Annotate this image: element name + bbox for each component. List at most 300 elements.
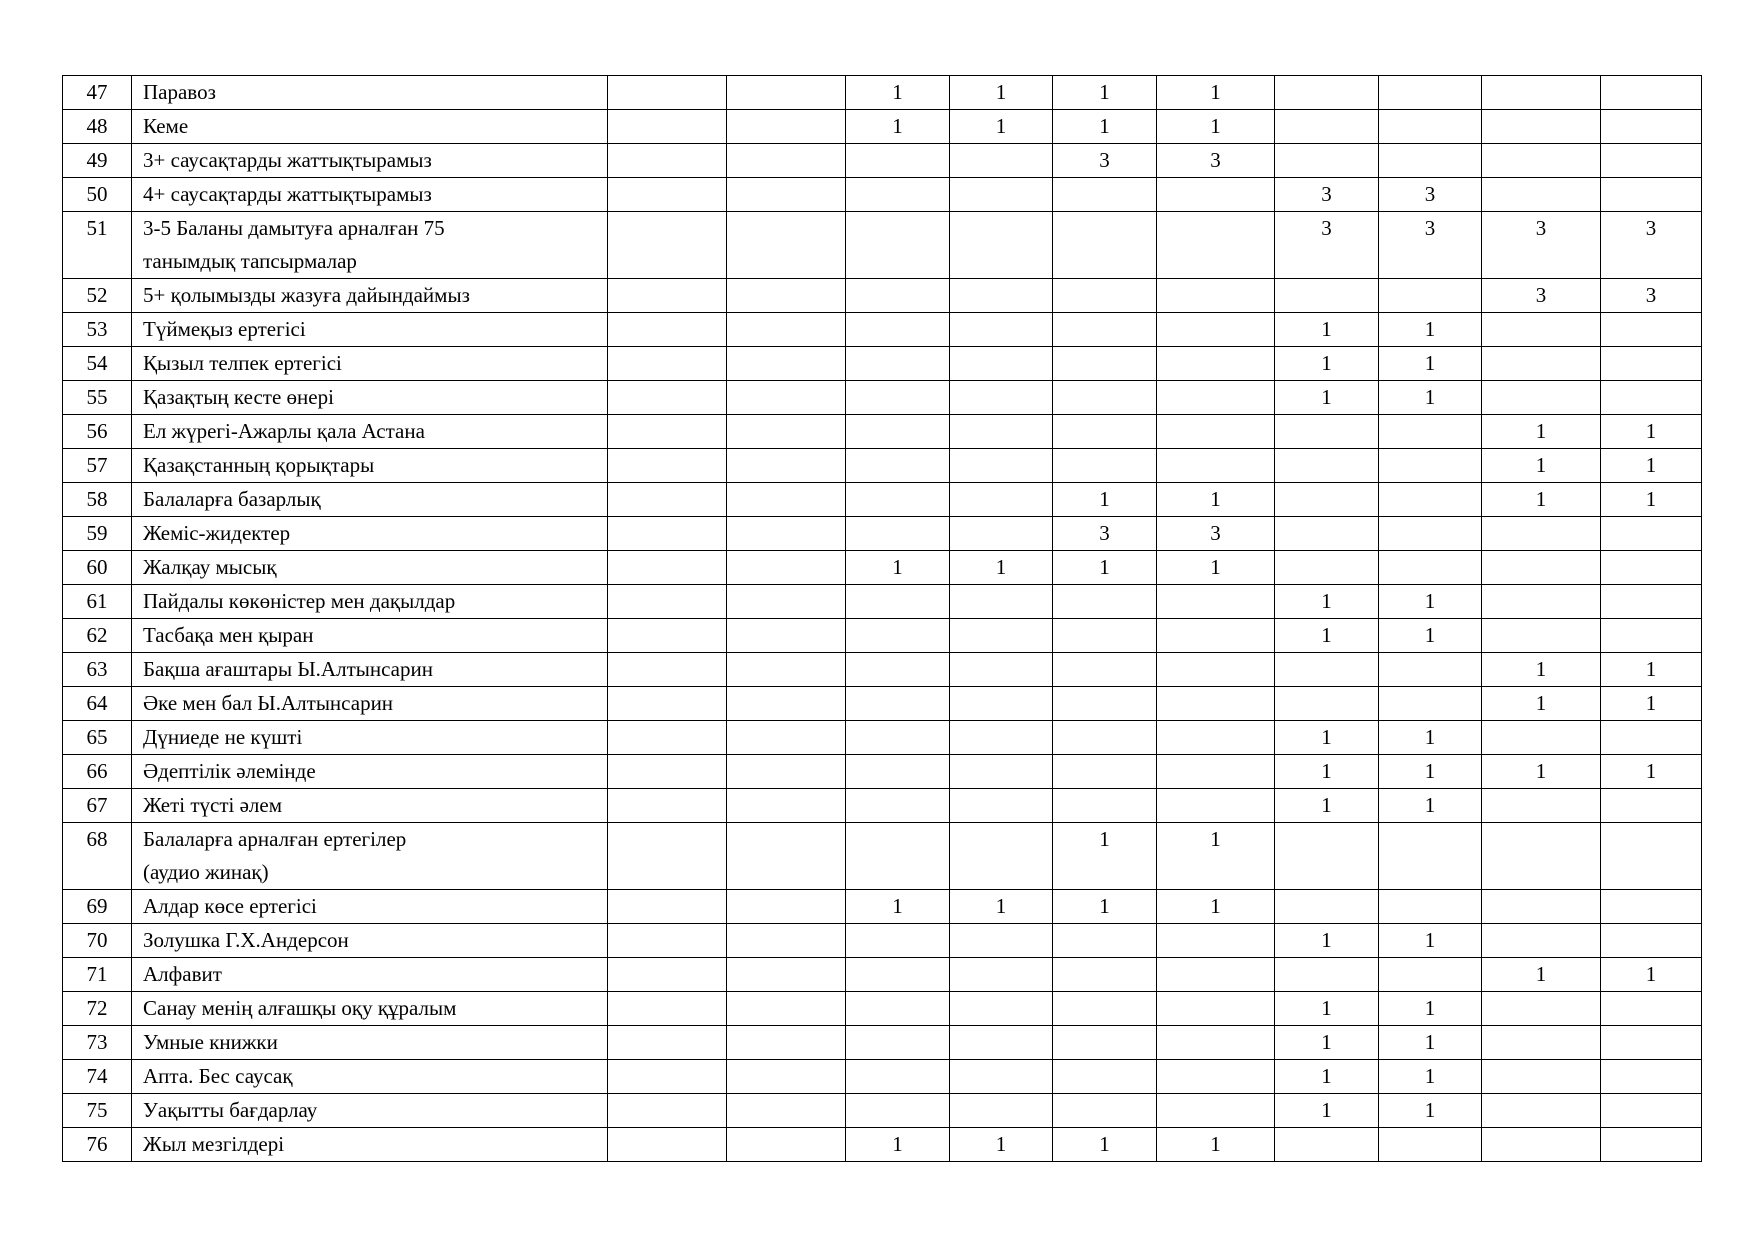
quantity-cell bbox=[608, 178, 727, 212]
quantity-cell bbox=[1053, 619, 1157, 653]
quantity-cell bbox=[950, 347, 1053, 381]
quantity-cell bbox=[1482, 178, 1601, 212]
quantity-cell bbox=[950, 1094, 1053, 1128]
quantity-cell bbox=[1379, 687, 1482, 721]
table-row bbox=[63, 958, 1702, 992]
table-row bbox=[63, 721, 1702, 755]
row-number: 67 bbox=[63, 789, 132, 823]
quantity-cell bbox=[1275, 279, 1379, 313]
row-number: 52 bbox=[63, 279, 132, 313]
quantity-cell bbox=[1379, 517, 1482, 551]
quantity-cell bbox=[1053, 687, 1157, 721]
quantity-cell bbox=[846, 144, 950, 178]
quantity-cell bbox=[1275, 110, 1379, 144]
quantity-cell bbox=[1601, 517, 1702, 551]
quantity-cell bbox=[1053, 585, 1157, 619]
quantity-cell: 1 bbox=[1275, 1026, 1379, 1060]
quantity-cell: 1 bbox=[950, 551, 1053, 585]
quantity-cell bbox=[1157, 279, 1275, 313]
quantity-cell: 1 bbox=[846, 1128, 950, 1162]
quantity-cell: 1 bbox=[1157, 823, 1275, 890]
quantity-cell bbox=[846, 1026, 950, 1060]
quantity-cell bbox=[1482, 721, 1601, 755]
quantity-cell bbox=[1601, 1026, 1702, 1060]
table-row bbox=[63, 755, 1702, 789]
quantity-cell bbox=[1157, 1094, 1275, 1128]
item-title: Золушка Г.Х.Андерсон bbox=[132, 924, 608, 958]
quantity-cell: 3 bbox=[1157, 144, 1275, 178]
quantity-cell bbox=[1482, 992, 1601, 1026]
item-title: Санау менің алғашқы оқу құралым bbox=[132, 992, 608, 1026]
row-number: 70 bbox=[63, 924, 132, 958]
quantity-cell: 1 bbox=[1053, 823, 1157, 890]
quantity-cell bbox=[846, 1060, 950, 1094]
quantity-cell bbox=[1601, 823, 1702, 890]
quantity-cell: 1 bbox=[1379, 924, 1482, 958]
item-title: Бақша ағаштары Ы.Алтынсарин bbox=[132, 653, 608, 687]
quantity-cell: 1 bbox=[846, 110, 950, 144]
row-number: 71 bbox=[63, 958, 132, 992]
quantity-cell: 1 bbox=[1379, 619, 1482, 653]
quantity-cell: 1 bbox=[1379, 721, 1482, 755]
quantity-cell bbox=[950, 755, 1053, 789]
item-title: 3-5 Баланы дамытуға арналған 75 танымдық тапсырмалар bbox=[132, 212, 608, 279]
quantity-cell bbox=[1053, 1026, 1157, 1060]
quantity-cell bbox=[846, 381, 950, 415]
item-title: Қызыл телпек ертегісі bbox=[132, 347, 608, 381]
inventory-table bbox=[62, 75, 1702, 1162]
quantity-cell bbox=[1379, 823, 1482, 890]
quantity-cell bbox=[727, 517, 846, 551]
table-row bbox=[63, 823, 1702, 890]
row-number: 60 bbox=[63, 551, 132, 585]
table-row bbox=[63, 551, 1702, 585]
quantity-cell: 1 bbox=[1482, 687, 1601, 721]
quantity-cell bbox=[846, 958, 950, 992]
quantity-cell: 1 bbox=[1275, 619, 1379, 653]
quantity-cell bbox=[1379, 1128, 1482, 1162]
quantity-cell bbox=[1601, 1128, 1702, 1162]
quantity-cell bbox=[608, 653, 727, 687]
quantity-cell: 1 bbox=[1275, 313, 1379, 347]
table-row bbox=[63, 924, 1702, 958]
quantity-cell bbox=[846, 789, 950, 823]
quantity-cell bbox=[1601, 992, 1702, 1026]
quantity-cell bbox=[1601, 585, 1702, 619]
quantity-cell bbox=[1601, 619, 1702, 653]
quantity-cell bbox=[727, 144, 846, 178]
quantity-cell bbox=[1275, 449, 1379, 483]
quantity-cell bbox=[727, 1128, 846, 1162]
quantity-cell bbox=[1053, 347, 1157, 381]
quantity-cell bbox=[727, 619, 846, 653]
item-title: Уақытты бағдарлау bbox=[132, 1094, 608, 1128]
quantity-cell bbox=[846, 823, 950, 890]
row-number: 62 bbox=[63, 619, 132, 653]
table-row bbox=[63, 415, 1702, 449]
quantity-cell bbox=[1053, 313, 1157, 347]
quantity-cell bbox=[846, 924, 950, 958]
quantity-cell bbox=[727, 924, 846, 958]
quantity-cell bbox=[608, 1094, 727, 1128]
quantity-cell bbox=[608, 415, 727, 449]
quantity-cell bbox=[1157, 721, 1275, 755]
quantity-cell bbox=[950, 653, 1053, 687]
table-row bbox=[63, 313, 1702, 347]
item-title: Умные книжки bbox=[132, 1026, 608, 1060]
quantity-cell bbox=[1601, 347, 1702, 381]
quantity-cell: 1 bbox=[1275, 924, 1379, 958]
quantity-cell: 1 bbox=[1275, 1094, 1379, 1128]
quantity-cell bbox=[1157, 755, 1275, 789]
quantity-cell: 1 bbox=[1053, 890, 1157, 924]
quantity-cell bbox=[846, 313, 950, 347]
quantity-cell bbox=[846, 585, 950, 619]
quantity-cell: 1 bbox=[1482, 653, 1601, 687]
quantity-cell: 3 bbox=[1482, 212, 1601, 279]
row-number: 63 bbox=[63, 653, 132, 687]
item-title: Паравоз bbox=[132, 76, 608, 110]
item-title: Түймеқыз ертегісі bbox=[132, 313, 608, 347]
quantity-cell bbox=[727, 449, 846, 483]
quantity-cell bbox=[1053, 958, 1157, 992]
quantity-cell bbox=[1157, 992, 1275, 1026]
quantity-cell bbox=[1275, 76, 1379, 110]
quantity-cell: 1 bbox=[846, 76, 950, 110]
table-body bbox=[63, 76, 1702, 1162]
quantity-cell bbox=[727, 687, 846, 721]
quantity-cell bbox=[727, 992, 846, 1026]
quantity-cell bbox=[1053, 381, 1157, 415]
quantity-cell bbox=[846, 449, 950, 483]
quantity-cell bbox=[1379, 653, 1482, 687]
quantity-cell bbox=[950, 924, 1053, 958]
quantity-cell bbox=[1157, 619, 1275, 653]
table-row bbox=[63, 517, 1702, 551]
table-row bbox=[63, 653, 1702, 687]
quantity-cell bbox=[1275, 653, 1379, 687]
quantity-cell bbox=[608, 721, 727, 755]
quantity-cell bbox=[1482, 1026, 1601, 1060]
quantity-cell bbox=[846, 517, 950, 551]
quantity-cell bbox=[608, 212, 727, 279]
quantity-cell bbox=[608, 483, 727, 517]
quantity-cell bbox=[608, 992, 727, 1026]
quantity-cell bbox=[1157, 1060, 1275, 1094]
quantity-cell bbox=[1379, 76, 1482, 110]
quantity-cell: 1 bbox=[950, 110, 1053, 144]
row-number: 58 bbox=[63, 483, 132, 517]
quantity-cell bbox=[1379, 449, 1482, 483]
quantity-cell bbox=[950, 449, 1053, 483]
quantity-cell bbox=[727, 313, 846, 347]
quantity-cell bbox=[608, 551, 727, 585]
quantity-cell bbox=[608, 958, 727, 992]
row-number: 59 bbox=[63, 517, 132, 551]
item-title: Жеміс-жидектер bbox=[132, 517, 608, 551]
quantity-cell bbox=[1482, 76, 1601, 110]
quantity-cell bbox=[846, 483, 950, 517]
quantity-cell: 1 bbox=[1601, 687, 1702, 721]
quantity-cell bbox=[1053, 653, 1157, 687]
quantity-cell: 1 bbox=[1275, 347, 1379, 381]
quantity-cell bbox=[1601, 721, 1702, 755]
table-row bbox=[63, 76, 1702, 110]
quantity-cell bbox=[608, 789, 727, 823]
quantity-cell bbox=[727, 76, 846, 110]
quantity-cell bbox=[608, 279, 727, 313]
item-title: 5+ қолымызды жазуға дайындаймыз bbox=[132, 279, 608, 313]
quantity-cell bbox=[1157, 178, 1275, 212]
table-row bbox=[63, 449, 1702, 483]
quantity-cell bbox=[1482, 619, 1601, 653]
quantity-cell bbox=[1379, 551, 1482, 585]
quantity-cell bbox=[950, 958, 1053, 992]
row-number: 54 bbox=[63, 347, 132, 381]
quantity-cell bbox=[1482, 1060, 1601, 1094]
quantity-cell bbox=[1157, 347, 1275, 381]
quantity-cell: 1 bbox=[1275, 585, 1379, 619]
quantity-cell bbox=[1157, 958, 1275, 992]
quantity-cell bbox=[1379, 958, 1482, 992]
quantity-cell bbox=[727, 212, 846, 279]
quantity-cell bbox=[727, 347, 846, 381]
quantity-cell bbox=[950, 823, 1053, 890]
item-title: Балаларға арналған ертегілер (аудио жинақ) bbox=[132, 823, 608, 890]
quantity-cell bbox=[1275, 551, 1379, 585]
row-number: 64 bbox=[63, 687, 132, 721]
item-title: Ел жүрегі-Ажарлы қала Астана bbox=[132, 415, 608, 449]
quantity-cell bbox=[1157, 653, 1275, 687]
quantity-cell: 1 bbox=[1275, 992, 1379, 1026]
quantity-cell bbox=[608, 924, 727, 958]
quantity-cell bbox=[846, 347, 950, 381]
table-row bbox=[63, 1128, 1702, 1162]
quantity-cell: 1 bbox=[1379, 1060, 1482, 1094]
quantity-cell bbox=[1601, 890, 1702, 924]
quantity-cell: 3 bbox=[1157, 517, 1275, 551]
quantity-cell bbox=[846, 212, 950, 279]
quantity-cell bbox=[1053, 279, 1157, 313]
table-row bbox=[63, 110, 1702, 144]
item-title: Әдептілік әлемінде bbox=[132, 755, 608, 789]
quantity-cell bbox=[608, 449, 727, 483]
quantity-cell bbox=[727, 279, 846, 313]
quantity-cell: 1 bbox=[1379, 585, 1482, 619]
quantity-cell: 1 bbox=[1157, 110, 1275, 144]
row-number: 65 bbox=[63, 721, 132, 755]
quantity-cell: 3 bbox=[1601, 279, 1702, 313]
quantity-cell bbox=[608, 347, 727, 381]
quantity-cell bbox=[608, 890, 727, 924]
table-row bbox=[63, 1060, 1702, 1094]
row-number: 53 bbox=[63, 313, 132, 347]
quantity-cell: 3 bbox=[1275, 212, 1379, 279]
quantity-cell bbox=[846, 755, 950, 789]
quantity-cell bbox=[1379, 415, 1482, 449]
table-row bbox=[63, 585, 1702, 619]
quantity-cell bbox=[950, 144, 1053, 178]
quantity-cell bbox=[1601, 551, 1702, 585]
quantity-cell bbox=[1275, 1128, 1379, 1162]
row-number: 47 bbox=[63, 76, 132, 110]
quantity-cell: 1 bbox=[1157, 890, 1275, 924]
quantity-cell bbox=[950, 687, 1053, 721]
quantity-cell bbox=[950, 279, 1053, 313]
quantity-cell bbox=[1275, 958, 1379, 992]
table-row bbox=[63, 687, 1702, 721]
quantity-cell: 1 bbox=[1379, 381, 1482, 415]
quantity-cell bbox=[1601, 1094, 1702, 1128]
quantity-cell bbox=[1157, 313, 1275, 347]
quantity-cell bbox=[1482, 144, 1601, 178]
quantity-cell bbox=[608, 76, 727, 110]
quantity-cell: 3 bbox=[1379, 212, 1482, 279]
table-row bbox=[63, 178, 1702, 212]
quantity-cell bbox=[1482, 924, 1601, 958]
row-number: 74 bbox=[63, 1060, 132, 1094]
quantity-cell bbox=[950, 1026, 1053, 1060]
item-title: 4+ саусақтарды жаттықтырамыз bbox=[132, 178, 608, 212]
row-number: 72 bbox=[63, 992, 132, 1026]
item-title: Кеме bbox=[132, 110, 608, 144]
quantity-cell bbox=[1379, 144, 1482, 178]
quantity-cell bbox=[727, 381, 846, 415]
quantity-cell bbox=[1053, 178, 1157, 212]
quantity-cell bbox=[1601, 381, 1702, 415]
item-title: Тасбақа мен қыран bbox=[132, 619, 608, 653]
quantity-cell bbox=[1482, 110, 1601, 144]
quantity-cell bbox=[950, 483, 1053, 517]
quantity-cell bbox=[1053, 1060, 1157, 1094]
quantity-cell bbox=[950, 178, 1053, 212]
quantity-cell bbox=[846, 178, 950, 212]
quantity-cell bbox=[1275, 144, 1379, 178]
quantity-cell bbox=[727, 551, 846, 585]
quantity-cell bbox=[727, 178, 846, 212]
quantity-cell: 1 bbox=[1482, 483, 1601, 517]
quantity-cell bbox=[1157, 789, 1275, 823]
quantity-cell bbox=[727, 823, 846, 890]
row-number: 51 bbox=[63, 212, 132, 279]
quantity-cell bbox=[1275, 483, 1379, 517]
quantity-cell bbox=[1157, 924, 1275, 958]
quantity-cell bbox=[1482, 789, 1601, 823]
quantity-cell bbox=[1157, 212, 1275, 279]
quantity-cell: 1 bbox=[1053, 76, 1157, 110]
quantity-cell bbox=[1482, 551, 1601, 585]
quantity-cell bbox=[727, 653, 846, 687]
row-number: 76 bbox=[63, 1128, 132, 1162]
quantity-cell: 1 bbox=[1379, 789, 1482, 823]
row-number: 56 bbox=[63, 415, 132, 449]
row-number: 73 bbox=[63, 1026, 132, 1060]
quantity-cell bbox=[727, 789, 846, 823]
quantity-cell bbox=[1482, 313, 1601, 347]
quantity-cell bbox=[608, 585, 727, 619]
quantity-cell bbox=[1601, 178, 1702, 212]
quantity-cell: 1 bbox=[1157, 483, 1275, 517]
quantity-cell bbox=[1482, 381, 1601, 415]
quantity-cell bbox=[1482, 517, 1601, 551]
item-title: Қазақстанның қорықтары bbox=[132, 449, 608, 483]
quantity-cell bbox=[1379, 110, 1482, 144]
quantity-cell bbox=[1482, 585, 1601, 619]
quantity-cell: 1 bbox=[1482, 415, 1601, 449]
quantity-cell bbox=[1157, 585, 1275, 619]
item-title: Әке мен бал Ы.Алтынсарин bbox=[132, 687, 608, 721]
quantity-cell: 3 bbox=[1275, 178, 1379, 212]
quantity-cell: 1 bbox=[1601, 449, 1702, 483]
quantity-cell: 1 bbox=[1275, 381, 1379, 415]
quantity-cell bbox=[1157, 449, 1275, 483]
quantity-cell: 1 bbox=[950, 1128, 1053, 1162]
quantity-cell bbox=[1053, 212, 1157, 279]
row-number: 48 bbox=[63, 110, 132, 144]
quantity-cell bbox=[608, 517, 727, 551]
quantity-cell bbox=[1157, 687, 1275, 721]
quantity-cell bbox=[1482, 823, 1601, 890]
quantity-cell bbox=[727, 890, 846, 924]
quantity-cell bbox=[1275, 415, 1379, 449]
quantity-cell: 3 bbox=[1601, 212, 1702, 279]
quantity-cell bbox=[1601, 144, 1702, 178]
item-title: Алдар көсе ертегісі bbox=[132, 890, 608, 924]
quantity-cell: 1 bbox=[1275, 755, 1379, 789]
row-number: 68 bbox=[63, 823, 132, 890]
quantity-cell bbox=[1379, 279, 1482, 313]
quantity-cell bbox=[1601, 924, 1702, 958]
quantity-cell bbox=[727, 958, 846, 992]
quantity-cell bbox=[727, 1094, 846, 1128]
quantity-cell bbox=[1601, 789, 1702, 823]
quantity-cell bbox=[950, 789, 1053, 823]
table-row bbox=[63, 1026, 1702, 1060]
quantity-cell: 1 bbox=[1379, 755, 1482, 789]
quantity-cell: 1 bbox=[1275, 721, 1379, 755]
quantity-cell: 1 bbox=[1482, 958, 1601, 992]
quantity-cell bbox=[950, 992, 1053, 1026]
quantity-cell: 1 bbox=[1157, 551, 1275, 585]
quantity-cell: 1 bbox=[846, 890, 950, 924]
quantity-cell: 1 bbox=[1601, 653, 1702, 687]
quantity-cell bbox=[1482, 1094, 1601, 1128]
quantity-cell bbox=[1482, 347, 1601, 381]
quantity-cell bbox=[846, 1094, 950, 1128]
quantity-cell bbox=[950, 721, 1053, 755]
quantity-cell bbox=[950, 619, 1053, 653]
quantity-cell bbox=[1275, 890, 1379, 924]
quantity-cell bbox=[950, 415, 1053, 449]
quantity-cell bbox=[727, 483, 846, 517]
quantity-cell bbox=[1601, 110, 1702, 144]
quantity-cell bbox=[950, 313, 1053, 347]
quantity-cell bbox=[1053, 992, 1157, 1026]
quantity-cell bbox=[727, 585, 846, 619]
quantity-cell: 1 bbox=[1601, 755, 1702, 789]
table-row bbox=[63, 619, 1702, 653]
quantity-cell: 1 bbox=[1157, 1128, 1275, 1162]
quantity-cell bbox=[1275, 823, 1379, 890]
quantity-cell bbox=[1601, 313, 1702, 347]
item-title: Жеті түсті әлем bbox=[132, 789, 608, 823]
quantity-cell bbox=[608, 687, 727, 721]
quantity-cell bbox=[846, 721, 950, 755]
quantity-cell bbox=[727, 1026, 846, 1060]
quantity-cell bbox=[846, 415, 950, 449]
quantity-cell bbox=[727, 755, 846, 789]
quantity-cell bbox=[608, 755, 727, 789]
